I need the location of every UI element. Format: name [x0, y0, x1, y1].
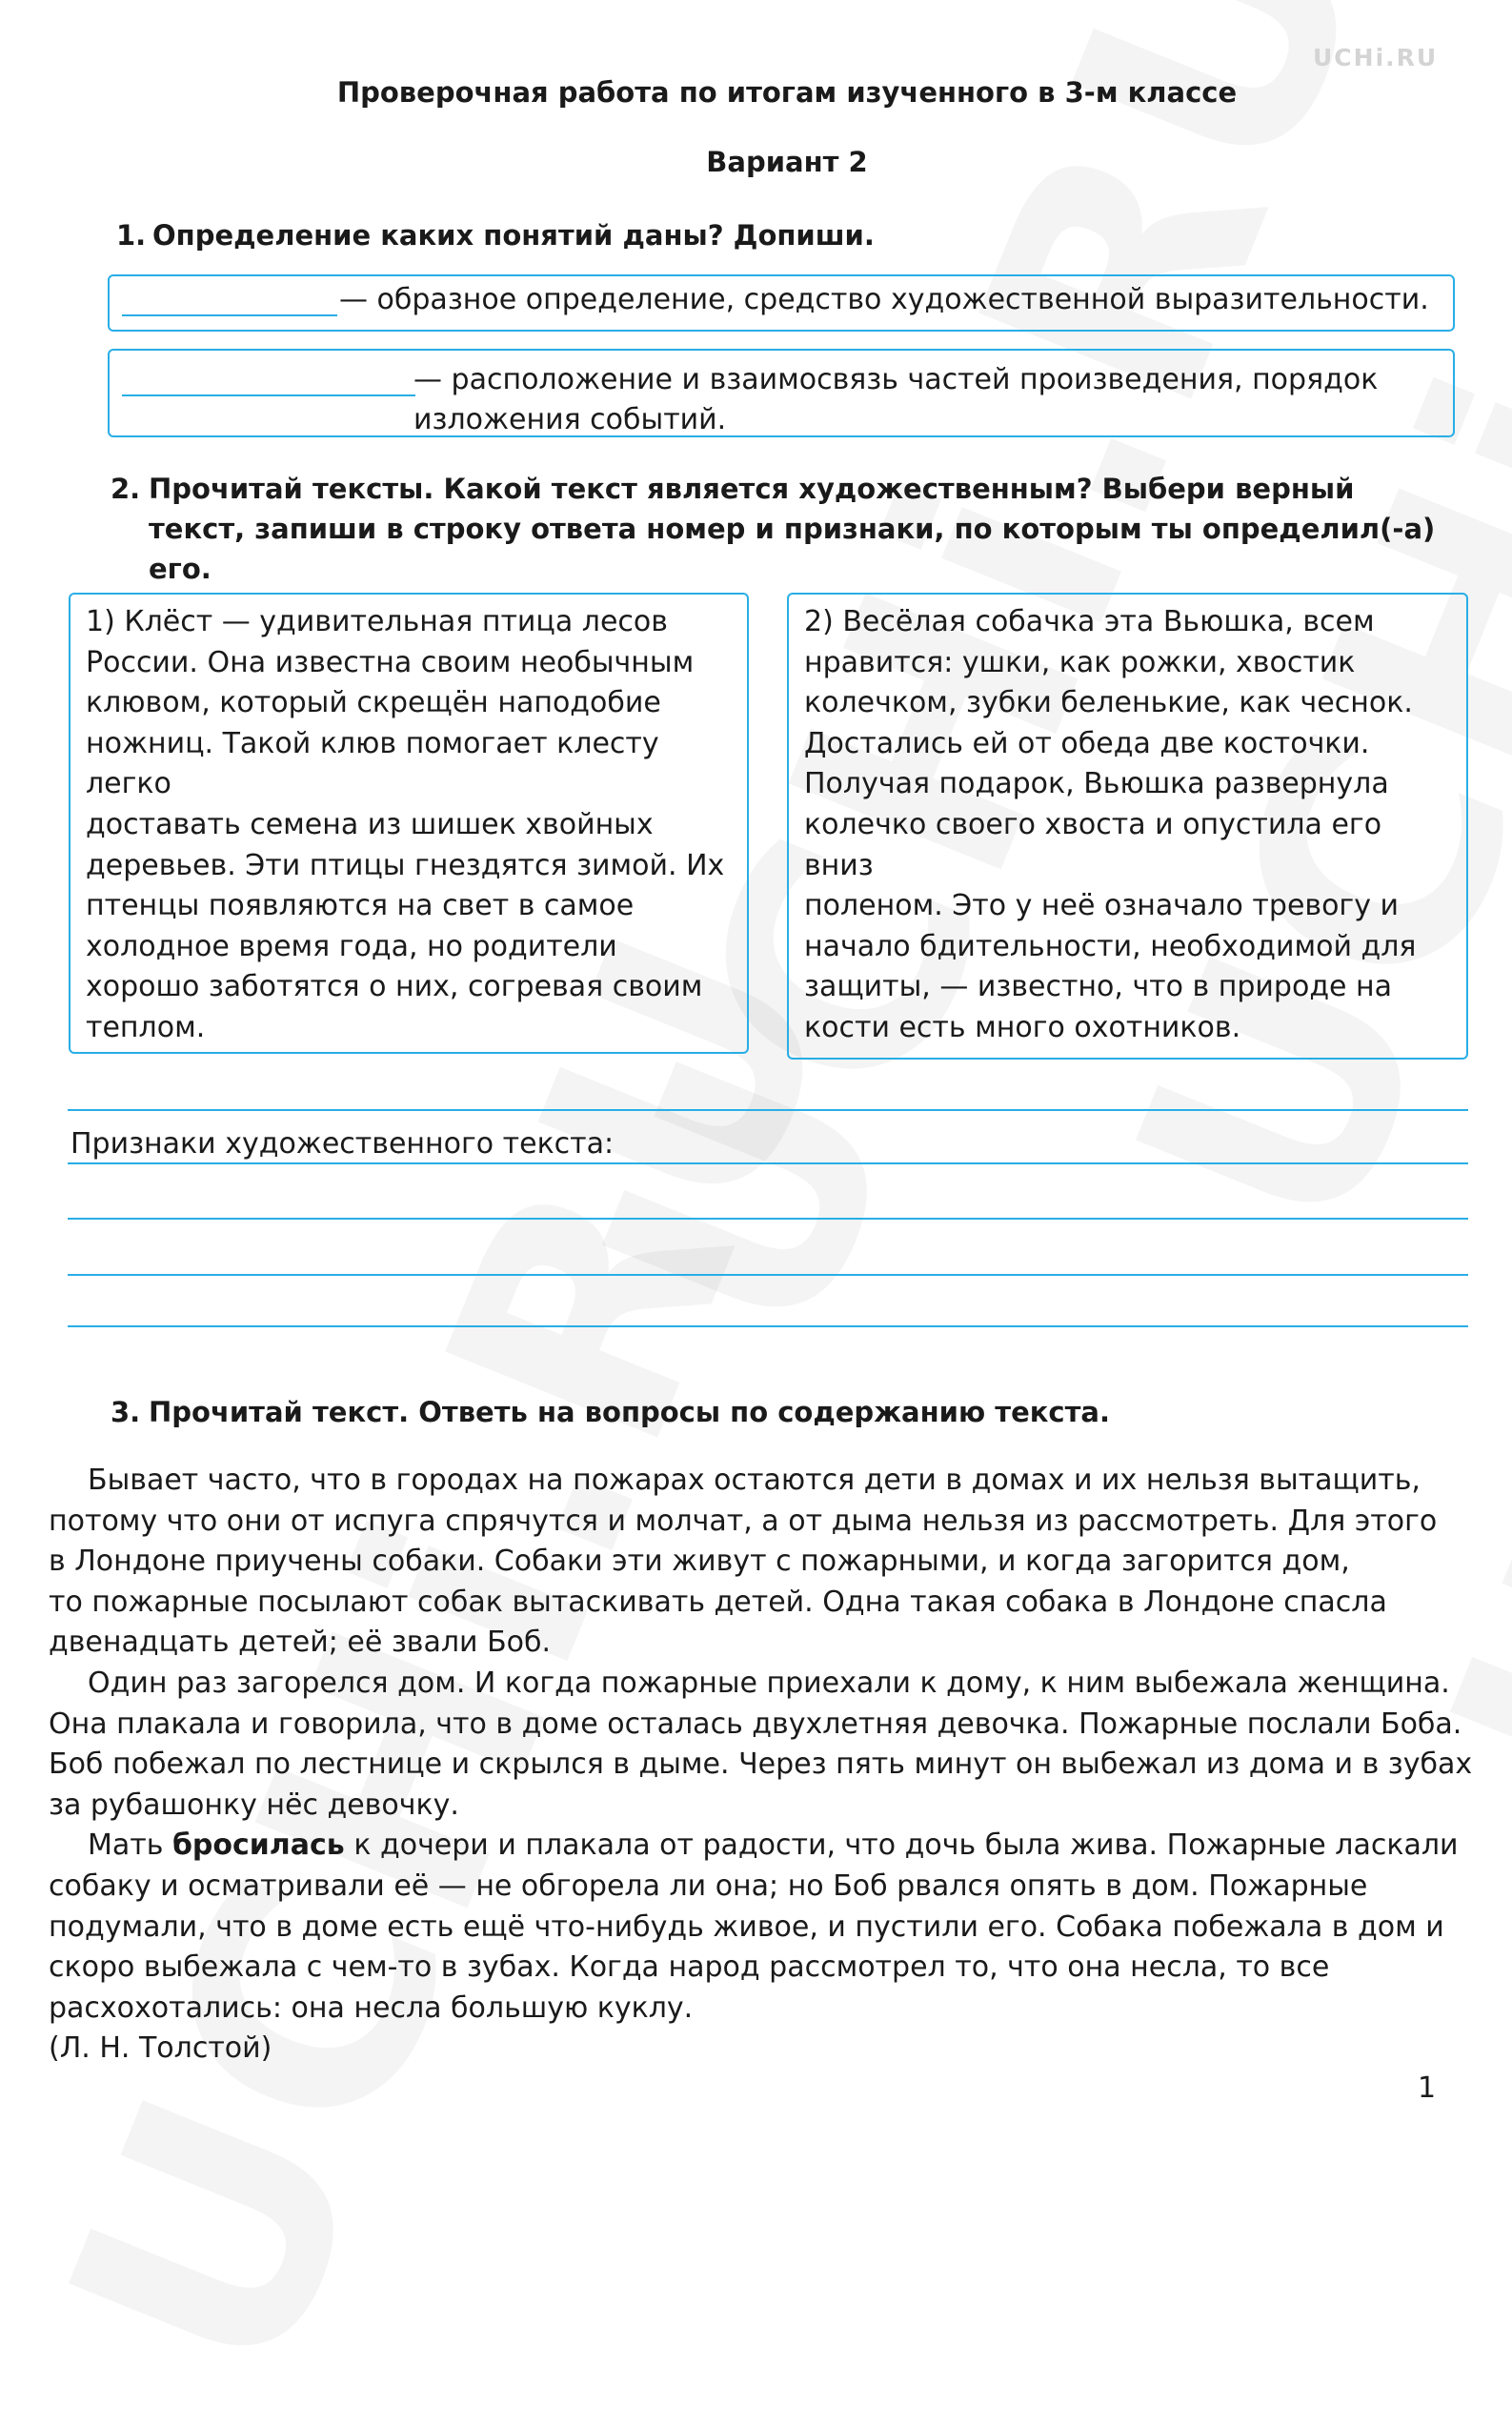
text-line: Достались ей от обеда две косточки. — [804, 726, 1370, 760]
highlighted-word: бросилась — [171, 1828, 345, 1863]
text-line: доставать семена из шишек хвойных — [86, 807, 654, 841]
story-line: Бывает часто, что в городах на пожарах остаются дети в домах и их нельзя вытащить, — [88, 1464, 1421, 1497]
brand-logo: UCHi.RU — [1313, 44, 1439, 71]
answer-line[interactable] — [68, 1325, 1468, 1327]
definition-text-2-line1: — расположение и взаимосвязь частей произведения, порядок — [413, 363, 1379, 396]
question-number: 2. — [111, 473, 141, 505]
variant-label: Вариант 2 — [706, 146, 868, 178]
text-line: клювом, который скрещён наподобие — [86, 686, 661, 720]
author-attribution: (Л. Н. Толстой) — [49, 2031, 272, 2066]
answer-line[interactable] — [68, 1218, 1468, 1220]
story-line: потому что они от испуга спрячутся и молчат, а от дыма нельзя из рассмотреть. Для этого — [49, 1504, 1438, 1538]
question-3-heading — [111, 1392, 1492, 1432]
signs-label: Признаки художественного текста: — [71, 1127, 615, 1161]
question-text: Прочитай текст. Ответь на вопросы по содержанию текста. — [149, 1396, 1111, 1428]
page-title: Проверочная работа по итогам изученного в 3-м классе — [336, 76, 1238, 109]
story-text-segment: Мать — [88, 1828, 172, 1863]
answer-blank-1[interactable] — [122, 314, 337, 316]
answer-line[interactable] — [68, 1274, 1468, 1276]
text-line: колечком, зубки беленькие, как чеснок. — [804, 686, 1413, 720]
story-text-segment: к дочери и плакала от радости, что дочь была жива. Пожарные ласкали — [344, 1828, 1459, 1863]
story-line: Один раз загорелся дом. И когда пожарные приехали к дому, к ним выбежала женщина. — [88, 1666, 1450, 1700]
text-line: нравится: ушки, как рожки, хвостик — [804, 645, 1356, 679]
text-line: Получая подарок, Вьюшка развернула — [804, 767, 1389, 801]
text-line: начало бдительности, необходимой для — [804, 929, 1417, 963]
text-line: деревьев. Эти птицы гнездятся зимой. Их — [86, 848, 725, 882]
question-text-line1: Прочитай тексты. Какой текст является художественным? Выбери верный — [149, 473, 1355, 505]
answer-line[interactable] — [68, 1162, 1468, 1164]
text-line: ножниц. Такой клюв помогает клесту легко — [86, 726, 659, 801]
text-line: защиты, — известно, что в природе на — [804, 970, 1393, 1004]
story-line: собаку и осматривали её — не обгорела ли она; но Боб рвался опять в дом. Пожарные — [49, 1868, 1368, 1903]
story-line: Боб побежал по лестнице и скрылся в дыме. Через пять минут он выбежал из дома и в зубах — [49, 1747, 1473, 1782]
question-1-heading — [116, 215, 1450, 255]
text-line: теплом. — [86, 1010, 206, 1044]
story-line: то пожарные посылают собак вытаскивать детей. Одна такая собака в Лондоне спасла — [49, 1585, 1387, 1619]
question-text: Определение каких понятий даны? Допиши. — [152, 219, 875, 252]
question-number: 3. — [111, 1396, 141, 1428]
story-line: скоро выбежала с чем-то в зубах. Когда народ рассмотрел то, что она несла, то все — [49, 1950, 1330, 1985]
text-line: колечко своего хвоста и опустила его вниз — [804, 807, 1382, 882]
story-line: подумали, что в доме есть ещё что-нибудь живое, и пустили его. Собака побежала в дом и — [49, 1909, 1444, 1944]
text-box-1 — [69, 593, 749, 1054]
text-box-2 — [787, 593, 1468, 1060]
question-number: 1. — [116, 219, 147, 252]
text-line: 1) Клёст — удивительная птица лесов — [86, 605, 668, 638]
text-line: хорошо заботятся о них, согревая своим — [86, 970, 703, 1004]
question-text-line2: текст, запиши в строку ответа номер и признаки, по которым ты определил(-а) — [149, 513, 1436, 545]
text-line: птенцы появляются на свет в самое — [86, 889, 635, 923]
text-line: 2) Весёлая собачка эта Вьюшка, всем — [804, 605, 1375, 638]
story-line: в Лондоне приучены собаки. Собаки эти живут с пожарными, и когда загорится дом, — [49, 1545, 1350, 1579]
answer-blank-2[interactable] — [122, 394, 415, 396]
definition-box-2 — [108, 349, 1455, 437]
text-line: кости есть много охотников. — [804, 1010, 1241, 1044]
story-line: расхохотались: она несла большую куклу. — [49, 1990, 694, 2025]
answer-line[interactable] — [68, 1109, 1468, 1111]
question-text-line3: его. — [149, 553, 212, 585]
page-number: 1 — [1418, 2071, 1437, 2105]
text-line: холодное время года, но родители — [86, 929, 617, 963]
text-line: поленом. Это у неё означало тревогу и — [804, 889, 1399, 923]
definition-text-1: — образное определение, средство художественной выразительности. — [339, 283, 1429, 316]
story-line: за рубашонку нёс девочку. — [49, 1788, 459, 1822]
definition-box-1 — [108, 274, 1455, 332]
story-line — [49, 1826, 1478, 1867]
story-line: Она плакала и говорила, что в доме осталась двухлетняя девочка. Пожарные послали Боба. — [49, 1707, 1462, 1741]
text-line: России. Она известна своим необычным — [86, 645, 695, 679]
definition-text-2-line2: изложения событий. — [413, 403, 727, 436]
story-line: двенадцать детей; её звали Боб. — [49, 1626, 552, 1660]
story-text — [49, 1461, 1478, 2070]
question-2-heading — [111, 469, 1492, 589]
